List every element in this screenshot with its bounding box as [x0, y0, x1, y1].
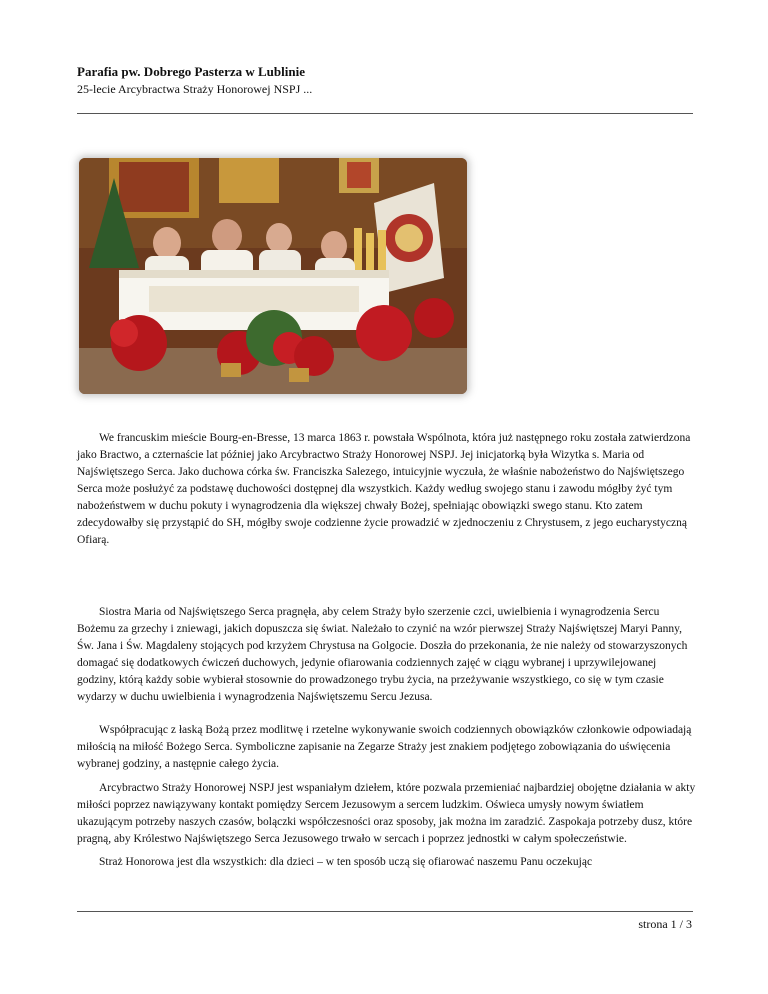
site-title: Parafia pw. Dobrego Pasterza w Lublinie [77, 64, 305, 79]
document-header [77, 64, 693, 97]
article-subtitle: 25-lecie Arcybractwa Straży Honorowej NSPJ ... [77, 82, 313, 96]
article-paragraph: We francuskim mieście Bourg-en-Bresse, 13 marca 1863 r. powstała Wspólnota, która już następnego roku została zatwierdzona jako Bractwo, a czternaście lat później jako Arcybractwo Straży Honorowej NSPJ. Jej inicjatorką była Wizytka s. Maria od Najświętszego Serca. Jako duchowa córka św. Franciszka Salezego, intuicyjnie wyczuła, że właśnie nabożeństwo do Najświętszego Serca może posłużyć za podstawę duchowości dostępnej dla wszystkich. Każdy według swojego stanu i zawodu mógłby żyć tym nabożeństwem w duchu pokuty i wynagrodzenia dla większej chwały Bożej, spełniając obowiązki swego stanu. Kto zatem zdecydowałby się przystąpić do SH, mógłby swoje codzienne życie prowadzić w zjednoczeniu z Chrystusem, z jego eucharystyczną Ofiarą. [77, 432, 691, 546]
mass-photo [79, 158, 467, 394]
article-paragraph: Współpracując z łaską Bożą przez modlitwę i rzetelne wykonywanie swoich codziennych obowiązków członkowie odpowiadają miłością na miłość Bożego Serca. Symboliczne zapisanie na Zegarze Straży jest znakiem podjętego zobowiązania do uświęcenia wybranej godziny, a następnie całego życia. [77, 724, 692, 770]
article-paragraph: Arcybractwo Straży Honorowej NSPJ jest wspaniałym dziełem, które pozwala przemieniać najbardziej obojętne działania w akty miłości poprzez nawiązywany kontakt pomiędzy Sercem Jezusowym a sercem ludzkim. Oświeca umysły nowym światłem ukazującym potrzeby naszych czasów, bolączki współczesności oraz sposoby, jak można im zaradzić. Zaspokaja potrzeby dusz, które pragną, aby Królestwo Najświętszego Serca Jezusowego trwało w sercach i poprzez jednostki w całym społeczeństwie. [77, 782, 696, 845]
article-paragraph: Siostra Maria od Najświętszego Serca pragnęła, aby celem Straży było szerzenie czci, uwielbienia i wynagrodzenia Sercu Bożemu za grzechy i zniewagi, jakich dopuszcza się świat. Należało to czynić na wzór pierwszej Straży Najświętszej Maryi Panny, Św. Jana i Św. Magdaleny stojących pod krzyżem Chrystusa na Golgocie. Doszła do przekonania, że nie należy od stowarzyszonych domagać się dodatkowych ćwiczeń duchowych, jedynie ofiarowania codziennych zajęć w ciągu wybranej i uprzywilejowanej godziny, którą każdy sobie wybierał stosownie do prowadzonego trybu życia, na przeżywanie wszystkiego, co się w tym czasie wydarzy w duchu uwielbienia i wynagrodzenia Najświętszemu Sercu Jezusa. [77, 606, 688, 703]
header-divider [77, 113, 693, 114]
article-paragraph: Straż Honorowa jest dla wszystkich: dla dzieci – w ten sposób uczą się ofiarować naszemu Panu oczekując [99, 856, 593, 868]
footer-divider [77, 911, 693, 912]
page-number: strona 1 / 3 [638, 917, 692, 931]
